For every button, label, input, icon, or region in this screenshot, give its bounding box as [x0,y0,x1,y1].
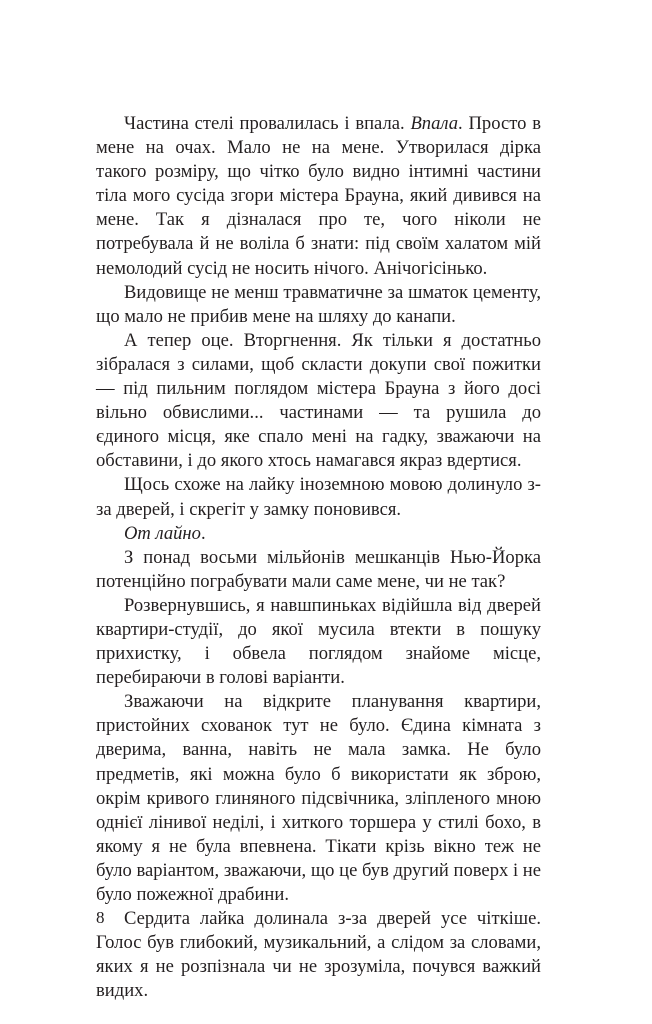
paragraph-text: А тепер оце. Вторгнення. Як тільки я достатньо зібралася з силами, щоб скласти докупи свої пожитки — під пильним поглядом містера Брауна з його досі вільно обвислими... частинами — та рушила до єдиного місця, яке спало мені на гадку, зважаючи на обставини, і до якого хтось намагався якраз вдертися. [96,329,541,472]
paragraph [96,546,541,594]
paragraph [96,594,541,690]
paragraph [96,281,541,329]
paragraph-text: Розвернувшись, я навшпиньках відійшла від дверей квартири-студії, до якої мусила втекти в пошуку прихистку, і обвела поглядом знайоме місце, перебираючи в голові варіанти. [96,594,541,689]
paragraph-text: Зважаючи на відкрите планування квартири, пристойних схованок тут не було. Єдина кімната з дверима, ванна, навіть не мала замка. Не було предметів, які можна було б використати як зброю, окрім кривого глиняного підсвічника, зліпленого мною однієї лінивої неділі, і хиткого торшера у стилі бохо, в якому я не була впевнена. Тікати крізь вікно теж не було варіантом, зважаючи, що це був другий поверх і не було пожежної драбини. [96,691,541,905]
page-number: 8 [96,908,105,927]
paragraph [96,690,541,907]
paragraph [96,112,541,281]
paragraph-text: Сердита лайка долинала з-за дверей усе чіткіше. Голос був глибокий, музикальний, а слідом за словами, яких я не розпізнала чи не зрозуміла, почувся важкий видих. [96,908,541,1002]
paragraph-text: Частина стелі провалилась і впала. [124,113,411,134]
italic-text: Впала [410,113,459,134]
paragraph-text: . Просто в мене на очах. Мало не на мене. Утворилася дірка такого розміру, що чітко було видно інтимні частини тіла мого сусіда згори містера Брауна, який дивився на мене. Так я дізналася про те, чого ніколи не потребувала й не воліла б знати: під своїм халатом мій немолодий сусід не носить нічого. Анічогісінько. [96,113,541,279]
italic-text: От лайно [124,522,201,544]
paragraph [96,329,541,474]
paragraph-text: . [200,522,206,544]
paragraph-text: З понад восьми мільйонів мешканців Нью-Йорка потенційно пограбувати мали саме мене, чи не так? [96,546,541,592]
paragraph [96,907,541,1003]
paragraph [96,522,541,546]
paragraph-text: Видовище не менш травматичне за шматок цементу, що мало не прибив мене на шляху до канапи. [96,281,541,327]
paragraph [96,473,541,521]
body-text [96,112,541,1003]
paragraph-text: Щось схоже на лайку іноземною мовою долинуло з-за дверей, і скрегіт у замку поновився. [96,474,541,520]
